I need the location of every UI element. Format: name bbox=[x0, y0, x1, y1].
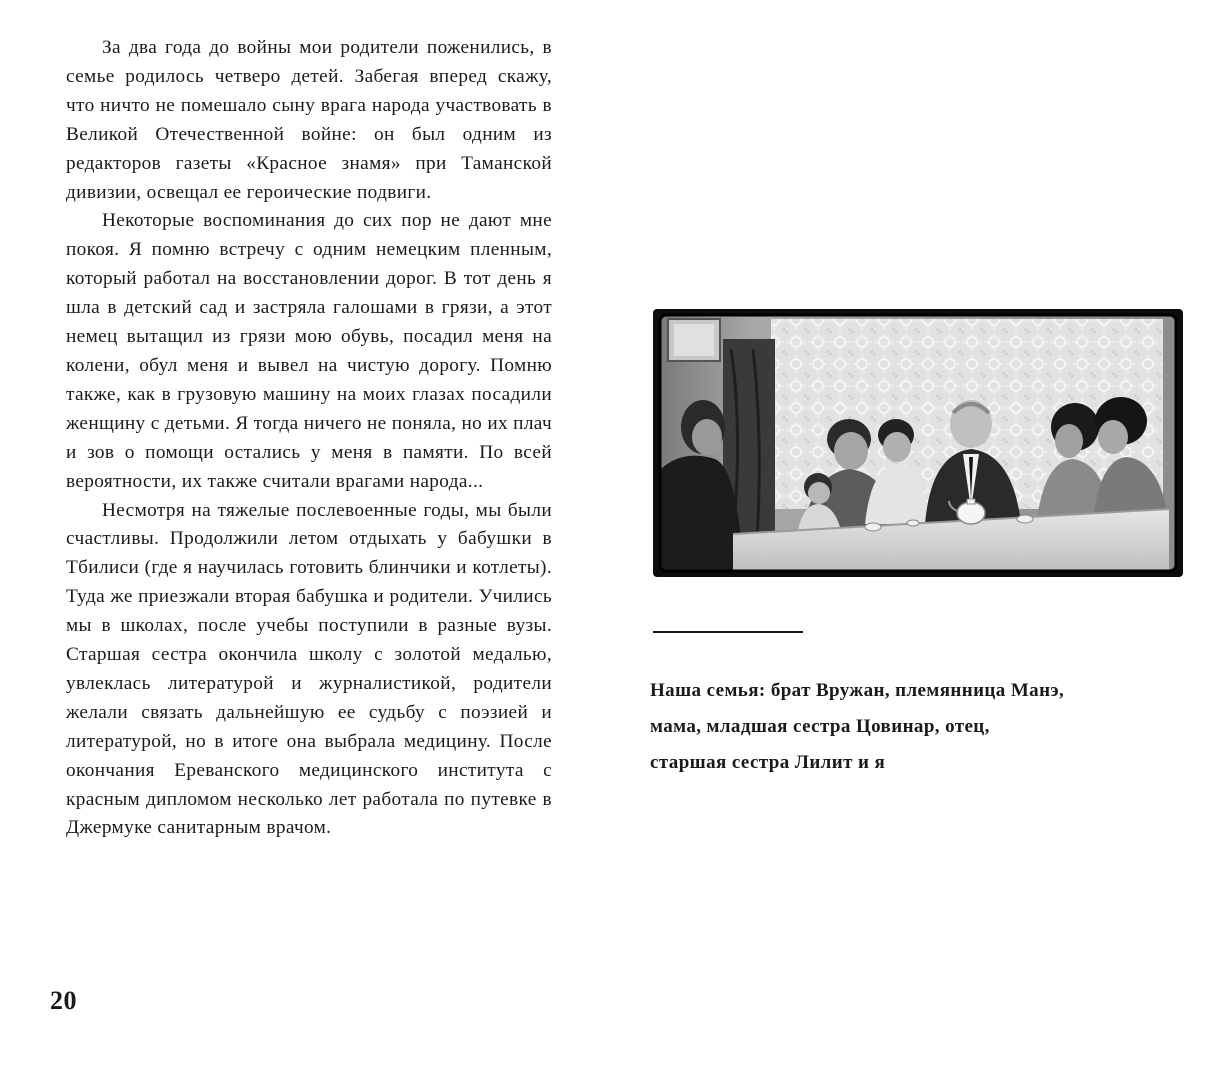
photo-caption bbox=[650, 673, 1130, 781]
caption-line-1: Наша семья: брат Вружан, племянница Манэ, bbox=[650, 680, 1065, 701]
body-paragraph-1: За два года до войны мои родители поженились, в семье родилось четверо детей. Забегая вперед скажу, что ничто не помешало сыну врага народа участвовать в Великой Отечественной войне: он был одним из редакторов газеты «Красное знамя» при Таманской дивизии, освещал ее героические подвиги. bbox=[66, 37, 552, 203]
body-paragraph-2: Некоторые воспоминания до сих пор не дают мне покоя. Я помню встречу с одним немецким пленным, который работал на восстановлении дорог. В тот день я шла в детский сад и застряла галошами в грязи, а этот немец вытащил из грязи мою обувь, посадил меня на колени, обул меня и вывел на чистую дорогу. Помню также, как в грузовую машину на моих глазах посадили женщину с детьми. Я тогда ничего не поняла, но их плач и зов о помощи остались у меня в памяти. По всей вероятности, их также считали врагами народа... bbox=[66, 210, 552, 492]
page-number: 20 bbox=[50, 986, 77, 1015]
family-photo bbox=[653, 309, 1183, 577]
caption-line-3: старшая сестра Лилит и я bbox=[650, 752, 886, 773]
main-text-column bbox=[66, 34, 552, 843]
body-paragraph-3: Несмотря на тяжелые послевоенные годы, мы были счастливы. Продолжили летом отдыхать у бабушки в Тбилиси (где я научилась готовить блинчики и котлеты). Туда же приезжали вторая бабушка и родители. Учились мы в школах, после учебы поступили в разные вузы. Старшая сестра окончила школу с золотой медалью, увлеклась литературой и журналистикой, родители желали связать дальнейшую ее судьбу с поэзией и литературой, но в итоге она выбрала медицину. После окончания Ереванского медицинского института с красным дипломом несколько лет работала по путевке в Джермуке санитарным врачом. bbox=[66, 499, 552, 839]
caption-divider bbox=[653, 631, 803, 633]
caption-line-2: мама, младшая сестра Цовинар, отец, bbox=[650, 716, 990, 737]
